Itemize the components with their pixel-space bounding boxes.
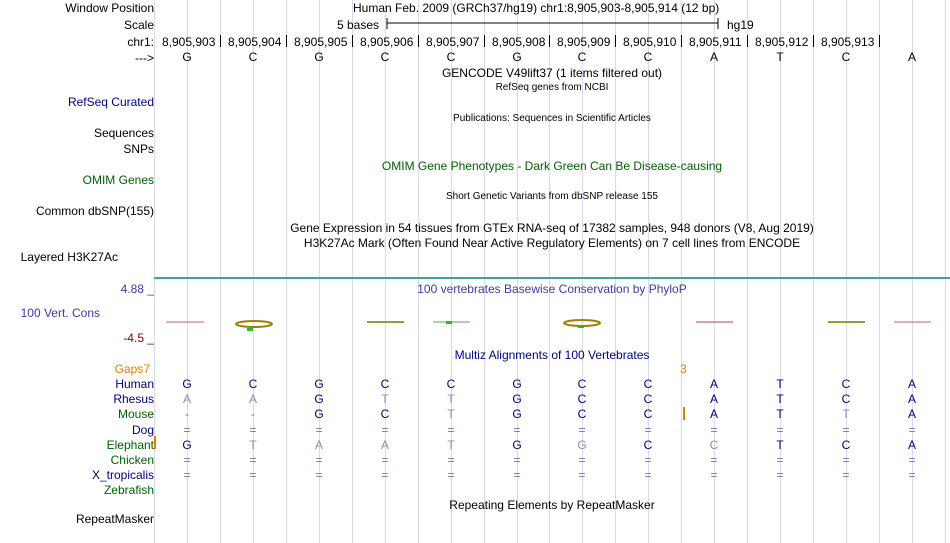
- multiz-track-title[interactable]: Multiz Alignments of 100 Vertebrates: [454, 348, 650, 362]
- dbsnp-track-title[interactable]: Short Genetic Variants from dbSNP release 155: [446, 191, 658, 202]
- aligned-base: =: [447, 468, 455, 482]
- species-label-elephant[interactable]: Elephant: [106, 438, 154, 452]
- aligned-base: T: [776, 438, 784, 452]
- phylop-track-title[interactable]: 100 vertebrates Basewise Conservation by PhyloP: [417, 282, 687, 296]
- dna-base: C: [380, 50, 390, 64]
- aligned-base: A: [907, 407, 917, 421]
- aligned-base: =: [644, 423, 652, 437]
- chromosome-label: chr1:: [127, 35, 154, 49]
- aligned-base: =: [315, 423, 323, 437]
- grid-line: [615, 0, 616, 543]
- sequences-label[interactable]: Sequences: [93, 126, 154, 140]
- aligned-base: T: [776, 407, 784, 421]
- aligned-base: T: [447, 407, 455, 421]
- aligned-base: =: [578, 468, 586, 482]
- browser-track-area[interactable]: [154, 0, 950, 543]
- scale-bar: [386, 17, 720, 31]
- aligned-base: C: [709, 438, 719, 452]
- aligned-base: =: [710, 453, 718, 467]
- aligned-base: C: [577, 392, 587, 406]
- omim-track-title[interactable]: OMIM Gene Phenotypes - Dark Green Can Be Disease-causing: [381, 159, 723, 173]
- aligned-base: C: [577, 377, 587, 391]
- gaps-label: [115, 362, 150, 376]
- insertion-marker-elephant: [154, 436, 156, 449]
- aligned-base: =: [644, 468, 652, 482]
- aligned-base: =: [578, 453, 586, 467]
- aligned-base: =: [908, 468, 916, 482]
- aligned-base: T: [249, 438, 257, 452]
- aligned-base: G: [314, 407, 324, 421]
- coordinate-tick-mark: [286, 35, 287, 47]
- coordinate-tick-mark: [813, 35, 814, 47]
- aligned-base: T: [776, 377, 784, 391]
- species-label-dog[interactable]: Dog: [131, 423, 154, 437]
- aligned-base: G: [314, 392, 324, 406]
- species-label-chicken[interactable]: Chicken: [110, 453, 154, 467]
- conservation-plot: [154, 312, 950, 338]
- aligned-base: A: [907, 438, 917, 452]
- aligned-base: =: [776, 423, 784, 437]
- track-divider: [154, 277, 950, 279]
- coordinate-tick-label: 8,905,908: [492, 35, 546, 49]
- aligned-base: =: [183, 423, 191, 437]
- aligned-base: C: [643, 438, 653, 452]
- aligned-base: C: [380, 377, 390, 391]
- dna-base: A: [709, 50, 719, 64]
- aligned-base: =: [315, 468, 323, 482]
- aligned-base: =: [513, 468, 521, 482]
- aligned-base: G: [512, 392, 522, 406]
- cons-min-label: -4.5 _: [123, 331, 154, 345]
- gaps-count: 7: [143, 362, 150, 376]
- track-label-column: [0, 0, 154, 543]
- grid-line: [747, 0, 748, 543]
- aligned-base: G: [512, 438, 522, 452]
- aligned-base: C: [643, 392, 653, 406]
- common-dbsnp-label[interactable]: Common dbSNP(155): [35, 204, 154, 218]
- aligned-base: =: [183, 468, 191, 482]
- aligned-base: C: [248, 377, 258, 391]
- aligned-base: A: [248, 392, 258, 406]
- coordinate-tick-label: 8,905,911: [689, 35, 742, 49]
- aligned-base: =: [776, 453, 784, 467]
- aligned-base: A: [182, 392, 192, 406]
- refseq-curated-label[interactable]: RefSeq Curated: [67, 95, 154, 109]
- aligned-base: A: [907, 392, 917, 406]
- aligned-base: =: [249, 423, 257, 437]
- aligned-base: C: [577, 407, 587, 421]
- coordinate-tick-label: 8,905,913: [821, 35, 875, 49]
- grid-line: [879, 0, 880, 543]
- aligned-base: T: [842, 407, 850, 421]
- aligned-base: =: [249, 468, 257, 482]
- aligned-base: C: [841, 438, 851, 452]
- aligned-base: =: [842, 453, 850, 467]
- dna-base: G: [182, 50, 192, 64]
- aligned-base: =: [908, 453, 916, 467]
- refseq-track-title[interactable]: RefSeq genes from NCBI: [495, 82, 609, 93]
- dna-base: C: [248, 50, 258, 64]
- aligned-base: G: [314, 377, 324, 391]
- coordinate-tick-label: 8,905,910: [623, 35, 677, 49]
- aligned-base: T: [447, 438, 455, 452]
- dna-base: C: [643, 50, 653, 64]
- dna-base: C: [577, 50, 587, 64]
- coordinate-tick-mark: [418, 35, 419, 47]
- aligned-base: =: [381, 453, 389, 467]
- dna-base: C: [841, 50, 851, 64]
- publications-track-title[interactable]: Publications: Sequences in Scientific Articles: [453, 113, 651, 124]
- aligned-base: =: [447, 423, 455, 437]
- grid-line: [220, 0, 221, 543]
- aligned-base: C: [446, 377, 456, 391]
- aligned-base: =: [710, 423, 718, 437]
- aligned-base: =: [447, 453, 455, 467]
- aligned-base: A: [380, 438, 390, 452]
- coordinate-tick-label: 8,905,906: [360, 35, 414, 49]
- aligned-base: =: [710, 468, 718, 482]
- coordinate-tick-mark: [220, 35, 221, 47]
- strand-arrow-label: --->: [135, 51, 154, 65]
- aligned-base: G: [577, 438, 587, 452]
- grid-line: [681, 0, 682, 543]
- layered-h3k27ac-label[interactable]: Layered H3K27Ac: [20, 250, 118, 264]
- insertion-marker-mouse: [683, 407, 685, 420]
- grid-line: [945, 0, 946, 543]
- dna-base: C: [446, 50, 456, 64]
- aligned-base: G: [182, 377, 192, 391]
- coordinate-tick-label: 8,905,903: [162, 35, 216, 49]
- gtex-track-title[interactable]: Gene Expression in 54 tissues from GTEx RNA-seq of 17382 samples, 948 donors (V8, Aug 2019): [290, 221, 814, 235]
- dna-base: G: [512, 50, 522, 64]
- gencode-track-title[interactable]: GENCODE V49lift37 (1 items filtered out): [441, 66, 663, 80]
- assembly-text: hg19: [727, 18, 754, 32]
- aligned-base: =: [644, 453, 652, 467]
- aligned-base: =: [578, 423, 586, 437]
- coordinate-tick-label: 8,905,912: [755, 35, 809, 49]
- omim-genes-label[interactable]: OMIM Genes: [82, 173, 154, 187]
- species-label-rhesus[interactable]: Rhesus: [113, 392, 154, 406]
- aligned-base: =: [381, 468, 389, 482]
- gaps-label-text: Gaps: [114, 362, 144, 376]
- aligned-base: A: [314, 438, 324, 452]
- aligned-base: A: [709, 407, 719, 421]
- species-label-mouse[interactable]: Mouse: [117, 407, 154, 421]
- window-position-label: Window Position: [65, 1, 154, 15]
- aligned-base: =: [381, 423, 389, 437]
- coordinate-tick-mark: [484, 35, 485, 47]
- aligned-base: =: [842, 468, 850, 482]
- aligned-base: T: [776, 392, 784, 406]
- grid-line: [154, 0, 155, 543]
- coordinate-tick-label: 8,905,904: [228, 35, 282, 49]
- grid-line: [352, 0, 353, 543]
- cons-max-label: 4.88 _: [120, 282, 154, 296]
- coordinate-tick-mark: [549, 35, 550, 47]
- coordinate-tick-label: 8,905,909: [557, 35, 611, 49]
- aligned-base: C: [841, 377, 851, 391]
- dna-base: G: [314, 50, 324, 64]
- grid-line: [813, 0, 814, 543]
- gap-marker: 3: [680, 362, 687, 376]
- aligned-base: =: [908, 423, 916, 437]
- grid-line: [484, 0, 485, 543]
- aligned-base: C: [643, 377, 653, 391]
- dna-base: A: [907, 50, 917, 64]
- aligned-base: =: [315, 453, 323, 467]
- species-label-x_tropicalis[interactable]: X_tropicalis: [91, 468, 154, 482]
- coordinate-tick-mark: [352, 35, 353, 47]
- aligned-base: T: [447, 392, 455, 406]
- aligned-base: =: [513, 453, 521, 467]
- aligned-base: =: [249, 453, 257, 467]
- aligned-base: C: [643, 407, 653, 421]
- repeatmasker-track-title[interactable]: Repeating Elements by RepeatMasker: [449, 498, 655, 512]
- coordinate-tick-mark: [615, 35, 616, 47]
- h3k27ac-track-title[interactable]: H3K27Ac Mark (Often Found Near Active Regulatory Elements) on 7 cell lines from ENCODE: [303, 236, 801, 250]
- coordinate-tick-mark: [681, 35, 682, 47]
- vert-cons-label[interactable]: 100 Vert. Cons: [20, 306, 100, 320]
- aligned-base: =: [842, 423, 850, 437]
- species-label-human[interactable]: Human: [115, 377, 154, 391]
- aligned-base: C: [380, 407, 390, 421]
- aligned-base: -: [185, 407, 189, 421]
- aligned-base: =: [183, 453, 191, 467]
- scale-text: 5 bases: [337, 18, 380, 32]
- window-position-text: Human Feb. 2009 (GRCh37/hg19) chr1:8,905,903-8,905,914 (12 bp): [353, 1, 720, 15]
- aligned-base: G: [182, 438, 192, 452]
- coordinate-tick-label: 8,905,907: [426, 35, 480, 49]
- aligned-base: A: [709, 377, 719, 391]
- aligned-base: G: [512, 407, 522, 421]
- species-label-zebrafish[interactable]: Zebrafish: [103, 483, 154, 497]
- scale-label: Scale: [123, 18, 154, 32]
- aligned-base: =: [513, 423, 521, 437]
- aligned-base: A: [907, 377, 917, 391]
- snps-label[interactable]: SNPs: [123, 142, 154, 156]
- coordinate-tick-mark: [747, 35, 748, 47]
- aligned-base: =: [776, 468, 784, 482]
- coordinate-tick-label: 8,905,905: [294, 35, 348, 49]
- aligned-base: T: [381, 392, 389, 406]
- dna-base: T: [776, 50, 784, 64]
- grid-line: [418, 0, 419, 543]
- grid-line: [286, 0, 287, 543]
- aligned-base: A: [709, 392, 719, 406]
- aligned-base: G: [512, 377, 522, 391]
- coordinate-tick-mark: [879, 35, 880, 47]
- aligned-base: -: [251, 407, 255, 421]
- aligned-base: C: [841, 392, 851, 406]
- repeatmasker-label[interactable]: RepeatMasker: [75, 512, 154, 526]
